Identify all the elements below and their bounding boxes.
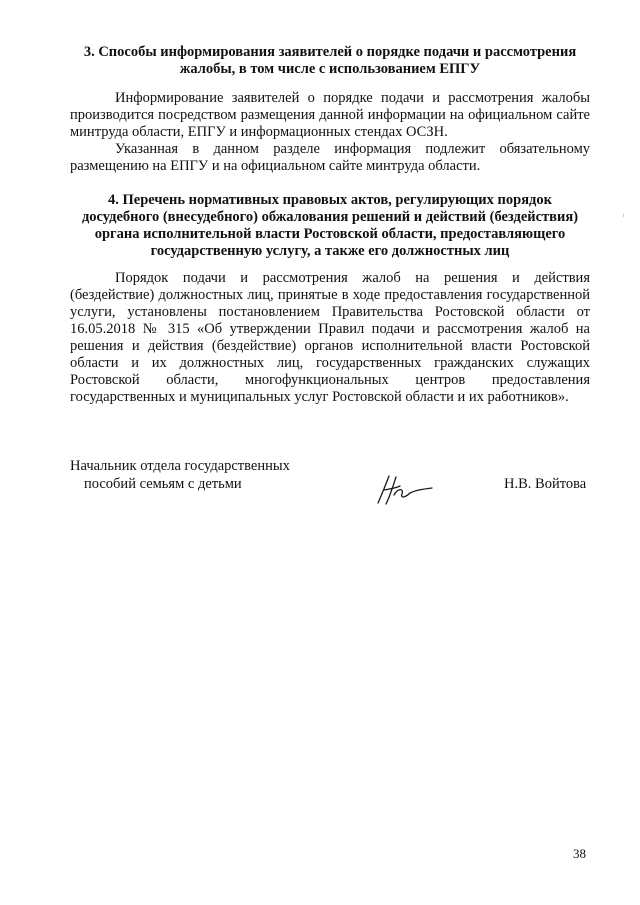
- section-3-paragraph-2: Указанная в данном разделе информация подлежит обязательному размещению на ЕПГУ и на официальном сайте минтруда области.: [70, 141, 590, 174]
- scan-artifact: [623, 214, 624, 217]
- handwritten-signature: [372, 470, 434, 510]
- section-3-heading: 3. Способы информирования заявителей о порядке подачи и рассмотрения жалобы, в том числе с использованием ЕПГУ: [83, 44, 577, 77]
- section-4-heading: 4. Перечень нормативных правовых актов, регулирующих порядок досудебного (внесудебного) обжалования решений и действий (бездействия) органа исполнительной власти Ростовской области, предоставляющего государственную услугу, а также его должностных лиц: [81, 192, 579, 259]
- section-4-paragraph: Порядок подачи и рассмотрения жалоб на решения и действия (бездействие) должностных лиц, принятые в ходе предоставления государственной услуги, установлены постановлением Правительства Ростовской области от 16.05.2018 № 315 «Об утверждении Правил подачи и рассмотрения жалоб на решения и действия (бездействие) органов исполнительной власти Ростовской области и их должностных лиц, государственных гражданских служащих Ростовской области, многофункциональных центров предоставления государственных и муниципальных услуг Ростовской области и их работников».: [70, 270, 590, 405]
- page-number: 38: [573, 846, 586, 861]
- signer-position-line-1: Начальник отдела государственных: [70, 458, 290, 474]
- signer-name: Н.В. Войтова: [504, 476, 587, 492]
- signer-position-line-2: пособий семьям с детьми: [84, 476, 242, 492]
- section-3-paragraph-1: Информирование заявителей о порядке подачи и рассмотрения жалобы производится посредством размещения данной информации на официальном сайте минтруда области, ЕПГУ и информационных стендах ОСЗН.: [70, 90, 590, 140]
